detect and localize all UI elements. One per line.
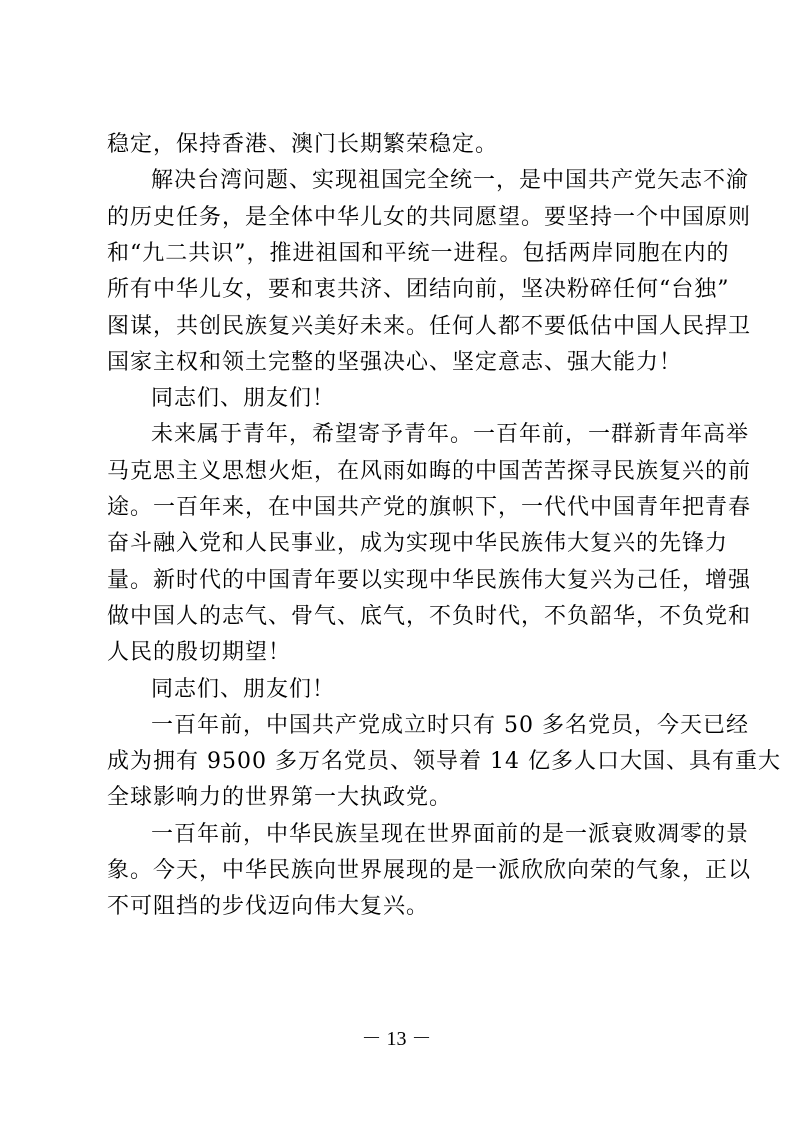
text-line: 全球影响力的世界第一大执政党。: [107, 785, 453, 810]
text-line: 同志们、朋友们！: [151, 677, 336, 702]
text-line: 不可阻挡的步伐迈向伟大复兴。: [107, 894, 430, 919]
text-line: 国家主权和领土完整的坚强决心、坚定意志、强大能力！: [107, 350, 683, 375]
text-line: 未来属于青年，希望寄予青年。一百年前，一群新青年高举: [151, 422, 750, 447]
text-line: 稳定，保持香港、澳门长期繁荣稳定。: [107, 132, 499, 157]
text-line: 成为拥有 9500 多万名党员、领导着 14 亿多人口大国、具有重大: [107, 749, 781, 774]
text-line: 量。新时代的中国青年要以实现中华民族伟大复兴为己任，增强: [107, 568, 752, 593]
text-line: 人民的殷切期望！: [107, 640, 292, 665]
page-number: － 13 －: [361, 1028, 432, 1050]
text-line: 象。今天，中华民族向世界展现的是一派欣欣向荣的气象，正以: [107, 858, 752, 883]
text-line: 途。一百年来，在中国共产党的旗帜下，一代代中国青年把青春: [107, 495, 752, 520]
text-line: 同志们、朋友们！: [151, 386, 336, 411]
text-line: 所有中华儿女，要和衷共济、团结向前，坚决粉碎任何“台独”: [107, 277, 730, 302]
text-line: 马克思主义思想火炬，在风雨如晦的中国苦苦探寻民族复兴的前: [107, 459, 752, 484]
text-line: 一百年前，中国共产党成立时只有 50 多名党员，今天已经: [151, 713, 749, 738]
text-line: 解决台湾问题、实现祖国完全统一，是中国共产党矢志不渝: [151, 168, 750, 193]
text-line: 做中国人的志气、骨气、底气，不负时代，不负韶华，不负党和: [107, 604, 752, 629]
text-line: 奋斗融入党和人民事业，成为实现中华民族伟大复兴的先锋力: [107, 531, 729, 556]
text-line: 一百年前，中华民族呈现在世界面前的是一派衰败凋零的景: [151, 822, 750, 847]
text-line: 和“九二共识”，推进祖国和平统一进程。包括两岸同胞在内的: [107, 241, 730, 266]
text-line: 图谋，共创民族复兴美好未来。任何人都不要低估中国人民捍卫: [107, 314, 752, 339]
text-line: 的历史任务，是全体中华儿女的共同愿望。要坚持一个中国原则: [107, 205, 752, 230]
